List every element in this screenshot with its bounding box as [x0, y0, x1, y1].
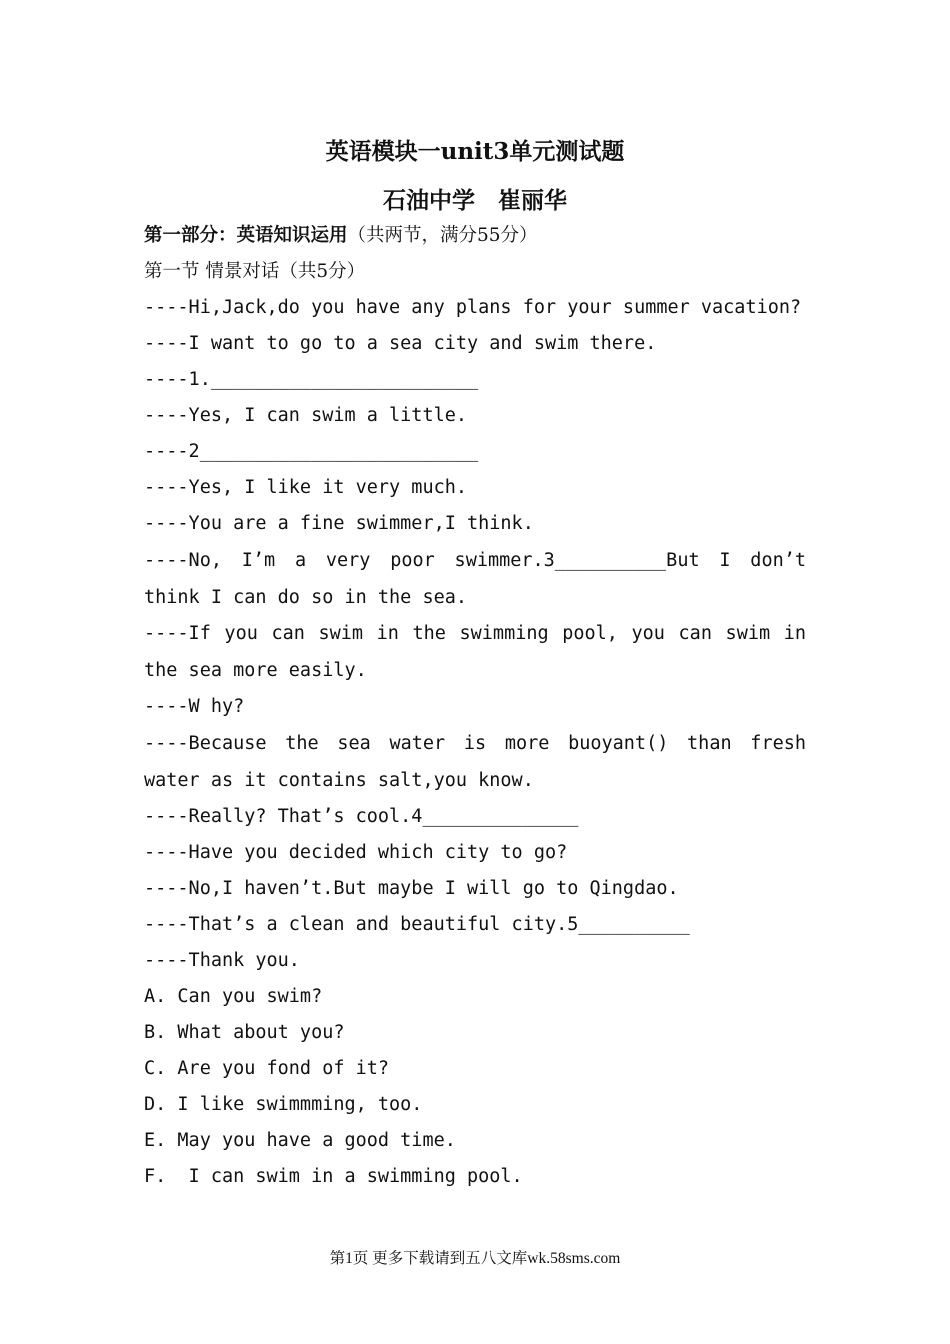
section-heading: 第一节 情景对话（共5分） — [144, 261, 366, 282]
option-c: C. Are you fond of it? — [144, 1058, 390, 1079]
dialogue-line: ----W hy? — [144, 696, 245, 717]
option-e: E. May you have a good time. — [144, 1130, 456, 1151]
option-b: B. What about you? — [144, 1022, 345, 1043]
option-a: A. Can you swim? — [144, 986, 323, 1007]
part-heading-bold: 第一部分：英语知识运用 — [144, 225, 348, 246]
part-heading — [144, 224, 806, 248]
dialogue-line: ----No,I haven’t.But maybe I will go to Qingdao. — [144, 878, 679, 899]
dialogue-line: the sea more easily. — [144, 660, 367, 681]
dialogue-line: ----You are a fine swimmer,I think. — [144, 513, 534, 534]
option-d: D. I like swimmming, too. — [144, 1094, 423, 1115]
dialogue-line: ----Thank you. — [144, 950, 300, 971]
option-f: F. I can swim in a swimming pool. — [144, 1166, 523, 1187]
dialogue-line: ----If you can swim in the swimming pool, you can swim in — [144, 623, 806, 644]
dialogue-line: ----No, I’m a very poor swimmer.3__________But I don’t — [144, 550, 806, 571]
dialogue-blank-line: ----2_________________________ — [144, 441, 479, 462]
dialogue-line: ----Have you decided which city to go? — [144, 842, 568, 863]
dialogue-blank-line: ----Really? That’s cool.4______________ — [144, 806, 579, 827]
dialogue-blank-line: ----1.________________________ — [144, 369, 479, 390]
dialogue-blank-line: ----That’s a clean and beautiful city.5__________ — [144, 914, 690, 935]
page-footer: 第1页 更多下载请到五八文库wk.58sms.com — [329, 1250, 621, 1267]
part-heading-rest: （共两节，满分55分） — [347, 225, 538, 246]
dialogue-line: ----Because the sea water is more buoyant() than fresh — [144, 733, 806, 754]
dialogue-line: water as it contains salt,you know. — [144, 770, 534, 791]
dialogue-line: ----Yes, I like it very much. — [144, 477, 468, 498]
dialogue-line: ----Hi,Jack,do you have any plans for your summer vacation? — [144, 297, 802, 318]
dialogue-line: ----Yes, I can swim a little. — [144, 405, 468, 426]
document-subtitle: 石油中学 崔丽华 — [383, 187, 567, 214]
document-title: 英语模块一unit3单元测试题 — [325, 138, 625, 165]
dialogue-line: think I can do so in the sea. — [144, 587, 468, 608]
dialogue-line: ----I want to go to a sea city and swim there. — [144, 333, 657, 354]
